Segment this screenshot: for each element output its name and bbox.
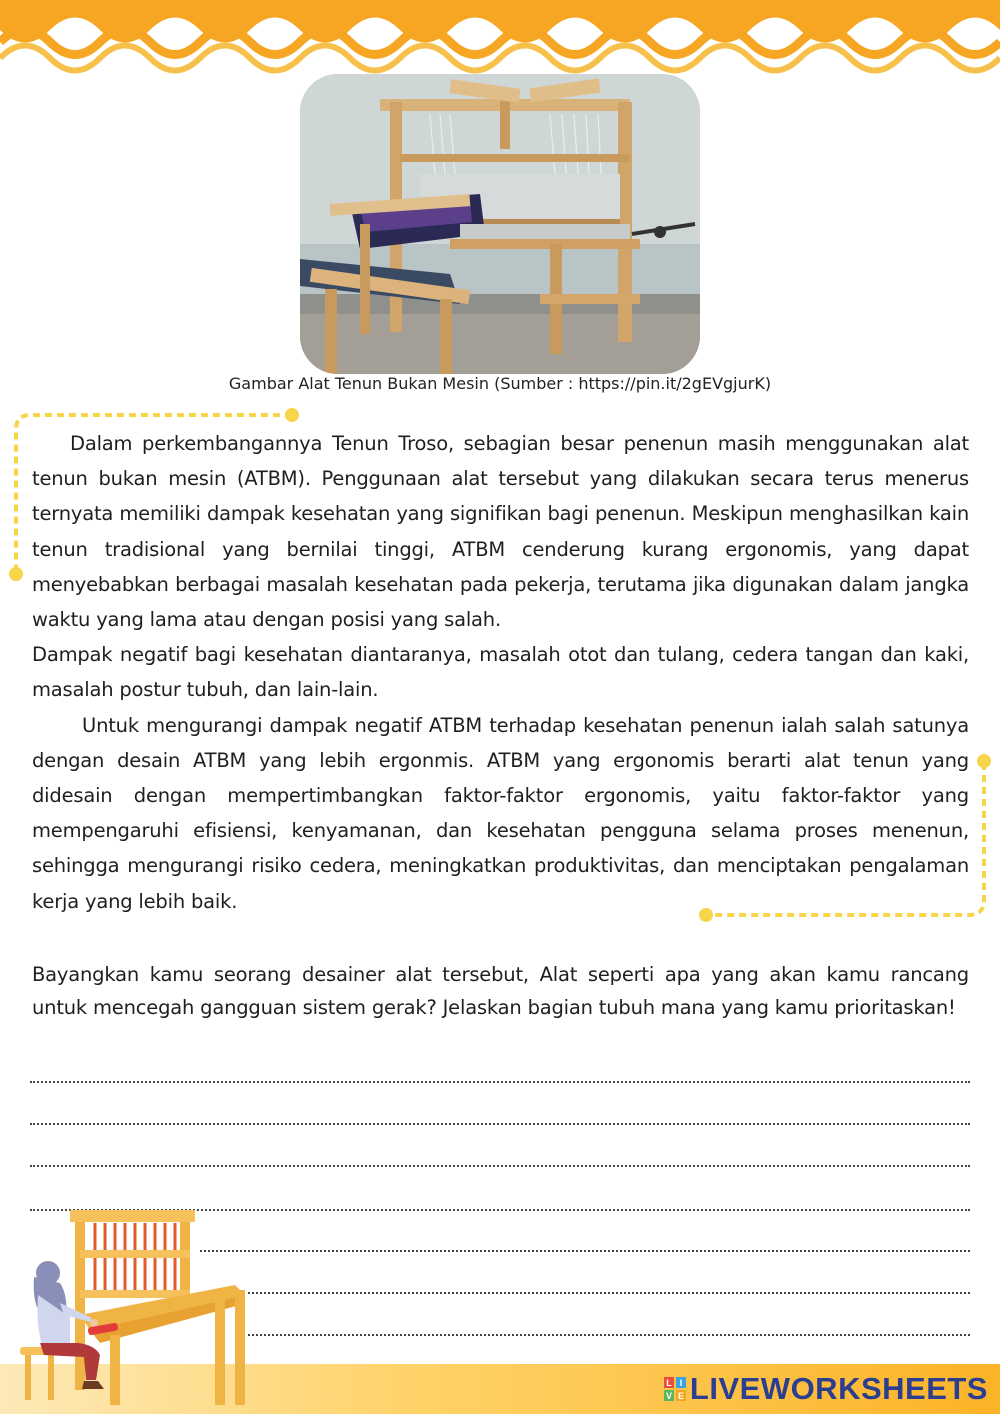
- brand-text: LIVEWORKSHEETS: [689, 1371, 988, 1406]
- answer-line-5[interactable]: [200, 1250, 970, 1252]
- weaver-illustration: [20, 1205, 270, 1414]
- paragraph-2: Dampak negatif bagi kesehatan diantaranya, masalah otot dan tulang, cedera tangan dan kaki, masalah postur tubuh, dan lain-lain.: [32, 643, 969, 702]
- question-text: Bayangkan kamu seorang desainer alat tersebut, Alat seperti apa yang akan kamu rancang untuk mencegah gangguan sistem gerak? Jelaskan bagian tubuh mana yang kamu prioritaskan!: [32, 963, 969, 1019]
- paragraph-3: Untuk mengurangi dampak negatif ATBM terhadap kesehatan penenun ialah salah satunya dengan desain ATBM yang lebih ergonmis. ATBM yang ergonomis berarti alat tenun yang didesain dengan mempertimbangkan faktor-faktor ergonomis, yaitu faktor-faktor yang mempengaruhi efisiensi, kenyamanan, dan kesehatan pengguna selama proses menenun, sehingga mengurangi risiko cedera, meningkatkan produktivitas, dan menciptakan pengalaman kerja yang lebih baik.: [32, 713, 969, 913]
- article-body: [32, 426, 969, 919]
- top-wave-border: [0, 0, 1000, 80]
- liveworksheets-logo-icon: [664, 1377, 686, 1401]
- loom-photo: [300, 74, 700, 374]
- answer-line-7[interactable]: [248, 1334, 970, 1336]
- answer-line-2[interactable]: [30, 1123, 970, 1125]
- logo-letter-e: E: [677, 1391, 684, 1401]
- logo-letter-i: I: [679, 1378, 683, 1388]
- answer-line-6[interactable]: [248, 1292, 970, 1294]
- photo-caption: Gambar Alat Tenun Bukan Mesin (Sumber : https://pin.it/2gEVgjurK): [228, 374, 772, 393]
- logo-letter-v: V: [665, 1391, 672, 1401]
- liveworksheets-brand[interactable]: [664, 1372, 988, 1406]
- logo-letter-l: L: [666, 1378, 672, 1388]
- paragraph-1: Dalam perkembangannya Tenun Troso, sebagian besar penenun masih menggunakan alat tenun bukan mesin (ATBM). Penggunaan alat tersebut yang dilakukan secara terus menerus ternyata memiliki dampak kesehatan yang signifikan bagi penenun. Meskipun menghasilkan kain tenun tradisional yang bernilai tinggi, ATBM cenderung kurang ergonomis, yang dapat menyebabkan berbagai masalah kesehatan pada pekerja, terutama jika digunakan dalam jangka waktu yang lama atau dengan posisi yang salah.: [32, 432, 969, 632]
- answer-line-1[interactable]: [30, 1081, 970, 1083]
- answer-line-3[interactable]: [30, 1165, 970, 1167]
